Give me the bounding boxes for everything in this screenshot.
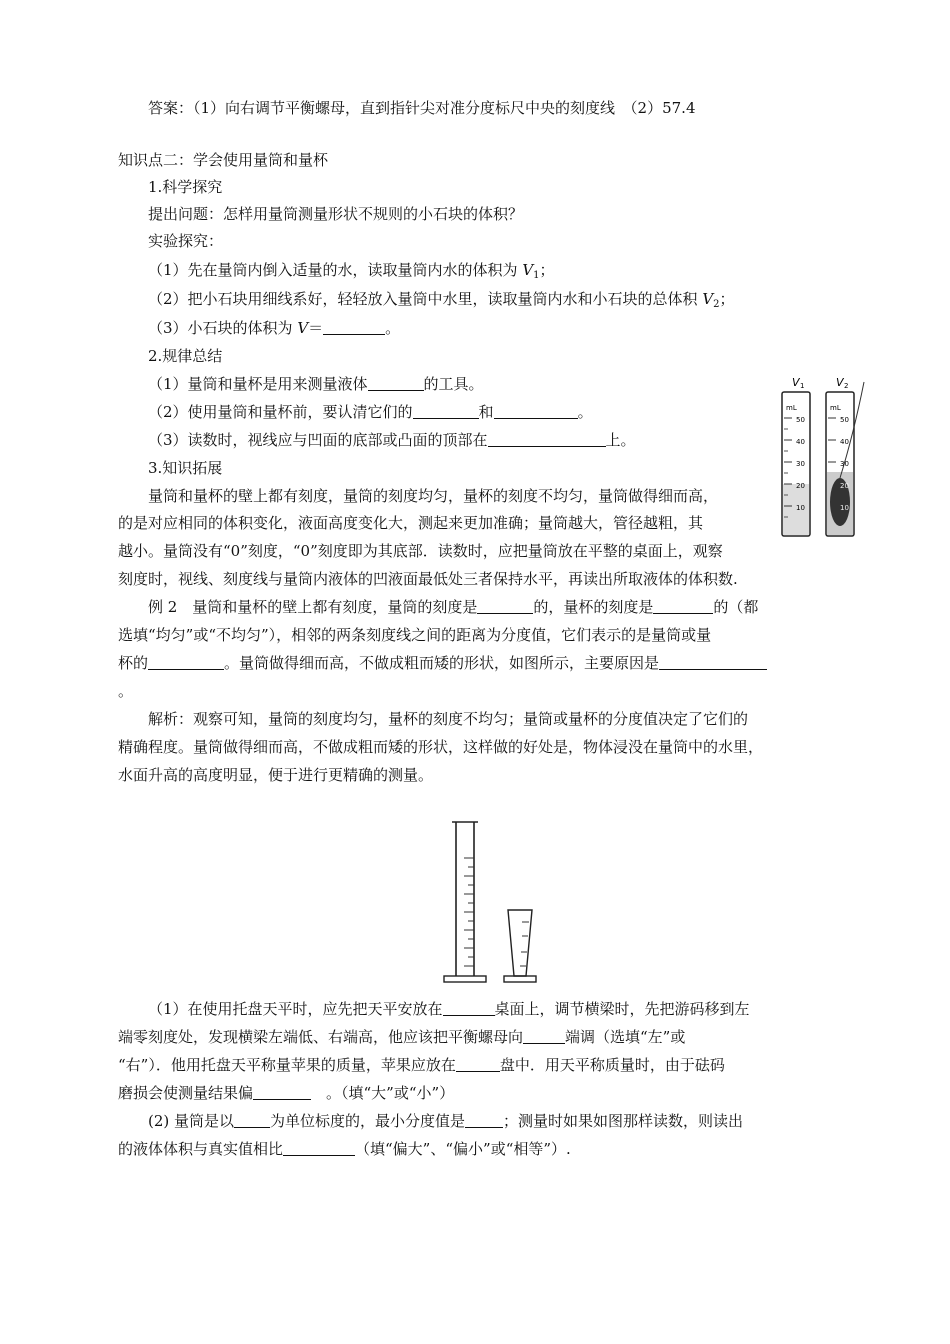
blank [653, 599, 713, 614]
blank [323, 320, 385, 335]
knowledge-line-1: 量筒和量杯的壁上都有刻度，量筒的刻度均匀，量杯的刻度不均匀，量筒做得细而高， [148, 487, 719, 505]
experiment-title: 实验探究： [148, 232, 224, 250]
cylinder-v2-label: V [836, 376, 844, 389]
step-1: （1）先在量筒内倒入适量的水，读取量筒内水的体积为 $V_1$； [148, 261, 555, 281]
solution-line-2: 精确程度。量筒做得细而高，不做成粗而矮的形状，这样做的好处是，物体浸没在量筒中的水里， [118, 738, 764, 756]
exercise-line-4: 磨损会使测量结果偏 。（填“大”或“小”） [118, 1084, 455, 1102]
example-line-2: 选填“均匀”或“不均匀”），相邻的两条刻度线之间的距离为分度值，它们表示的是量筒或量 [118, 626, 712, 644]
knowledge-line-2: 的是对应相同的体积变化，液面高度变化大，测起来更加准确；量筒越大，管径越粗，其 [118, 514, 704, 532]
svg-text:1: 1 [800, 382, 805, 390]
heading-2: 2.规律总结 [148, 347, 223, 365]
blank [494, 404, 578, 419]
knowledge-line-3: 越小。量筒没有“0”刻度，“0”刻度即为其底部．读数时，应把量筒放在平整的桌面上，观察 [118, 542, 723, 560]
graduated-cylinders-figure [776, 372, 872, 542]
blank [234, 1113, 270, 1128]
svg-text:50: 50 [840, 416, 849, 424]
cylinder-and-beaker-figure [440, 812, 548, 988]
svg-text:10: 10 [840, 504, 849, 512]
svg-text:mL: mL [786, 404, 797, 412]
answer-line: 答案：（1）向右调节平衡螺母，直到指针尖对准分度标尺中央的刻度线 （2）57.4 [148, 99, 696, 117]
svg-text:50: 50 [796, 416, 805, 424]
rule-3: （3）读数时，视线应与凹面的底部或凸面的顶部在 上。 [148, 431, 636, 449]
example-line-3: 杯的 。量筒做得细而高，不做成粗而矮的形状，如图所示，主要原因是 [118, 653, 767, 673]
knowledge-line-4: 刻度时，视线、刻度线与量筒内液体的凹液面最低处三者保持水平，再读出所取液体的体积数. [118, 570, 738, 588]
svg-text:mL: mL [830, 404, 841, 412]
blank [523, 1029, 565, 1044]
step-2: （2）把小石块用细线系好，轻轻放入量筒中水里，读取量筒内水和小石块的总体积 $V_2$； [148, 290, 735, 310]
blank [283, 1141, 355, 1156]
exercise-line-6: 的液体体积与真实值相比 （填“偏大”、“偏小”或“相等”）. [118, 1140, 571, 1158]
solution-line-1: 解析：观察可知，量筒的刻度均匀，量杯的刻度不均匀；量筒或量杯的分度值决定了它们的 [148, 710, 749, 728]
exercise-line-5: (2) 量筒是以 为单位标度的，最小分度值是 ；测量时如果如图那样读数，则读出 [148, 1112, 744, 1130]
blank [253, 1085, 311, 1100]
blank [465, 1113, 503, 1128]
svg-text:40: 40 [796, 438, 805, 446]
blank [659, 655, 767, 670]
section-title: 知识点二：学会使用量筒和量杯 [118, 151, 329, 169]
blank [148, 655, 224, 670]
rule-1: （1）量筒和量杯是用来测量液体 的工具。 [148, 375, 484, 393]
svg-text:30: 30 [840, 460, 849, 468]
heading-3: 3.知识拓展 [148, 459, 223, 477]
heading-1: 1.科学探究 [148, 178, 223, 196]
svg-text:40: 40 [840, 438, 849, 446]
blank [456, 1057, 500, 1072]
svg-text:20: 20 [840, 482, 849, 490]
blank [413, 404, 479, 419]
exercise-line-2: 端零刻度处，发现横梁左端低、右端高，他应该把平衡螺母向 端调（选填“左”或 [118, 1028, 686, 1046]
blank [477, 599, 533, 614]
blank [443, 1001, 495, 1016]
example-line-1: 例 2 量筒和量杯的壁上都有刻度，量筒的刻度是 的，量杯的刻度是 的（都 [148, 598, 759, 616]
solution-line-3: 水面升高的高度明显，便于进行更精确的测量。 [118, 766, 434, 784]
blank [368, 376, 424, 391]
svg-text:10: 10 [796, 504, 805, 512]
blank [488, 432, 606, 447]
exercise-line-1: （1）在使用托盘天平时，应先把天平安放在 桌面上，调节横梁时，先把游码移到左 [148, 1000, 750, 1018]
rule-2: （2）使用量筒和量杯前，要认清它们的 和 。 [148, 403, 593, 421]
cylinder-v1-label: V [792, 376, 800, 389]
svg-text:30: 30 [796, 460, 805, 468]
step-3: （3）小石块的体积为 V＝ 。 [148, 319, 401, 337]
example-line-4: 。 [118, 682, 134, 700]
question-text: 提出问题：怎样用量筒测量形状不规则的小石块的体积？ [148, 205, 524, 223]
svg-text:20: 20 [796, 482, 805, 490]
exercise-line-3: “右”）．他用托盘天平称量苹果的质量，苹果应放在 盘中．用天平称质量时，由于砝码 [118, 1056, 725, 1074]
svg-text:2: 2 [844, 382, 849, 390]
